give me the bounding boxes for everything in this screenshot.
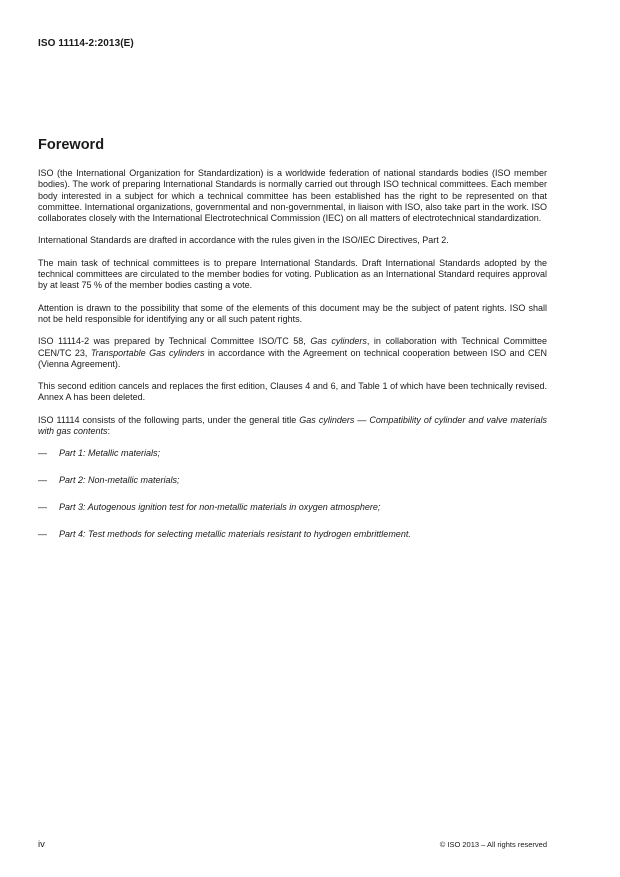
part-title: Part 2: Non-metallic materials;	[59, 475, 180, 486]
part-title: Part 4: Test methods for selecting metallic materials resistant to hydrogen embrittlement.	[59, 528, 411, 539]
parts-list	[38, 448, 547, 540]
list-dash: —	[38, 528, 47, 539]
prepared-by-text-a: ISO 11114-2 was prepared by Technical Committee ISO/TC 58,	[38, 336, 311, 347]
parts-general-title: Gas cylinders — Compatibility of cylinder and valve materials with gas contents	[38, 414, 547, 437]
document-id-header: ISO 11114-2:2013(E)	[38, 38, 134, 49]
foreword-body	[38, 168, 547, 556]
list-item	[38, 502, 547, 513]
list-dash: —	[38, 475, 47, 486]
page-title: Foreword	[38, 137, 105, 153]
paragraph-edition: This second edition cancels and replaces the first edition, Clauses 4 and 6, and Table 1 of which have been technically revised. Annex A has been deleted.	[38, 381, 547, 403]
paragraph-prepared-by	[38, 336, 547, 370]
paragraph-iso-intro: ISO (the International Organization for Standardization) is a worldwide federation of national standards bodies (ISO member bodies). The work of preparing International Standards is normally carried out through ISO technical committees. Each member body interested in a subject for which a technical committee has been established has the right to be represented on that committee. International organizations, governmental and non-governmental, in liaison with ISO, also take part in the work. ISO collaborates closely with the International Electrotechnical Commission (IEC) on all matters of electrotechnical standardization.	[38, 168, 547, 224]
paragraph-directives: International Standards are drafted in accordance with the rules given in the ISO/IEC Directives, Part 2.	[38, 235, 449, 246]
list-dash: —	[38, 448, 47, 459]
part-title: Part 1: Metallic materials;	[59, 448, 161, 459]
parts-intro-text-a: ISO 11114 consists of the following parts, under the general title	[38, 414, 300, 425]
paragraph-parts-intro	[38, 415, 547, 438]
list-dash: —	[38, 501, 47, 512]
list-item	[38, 475, 547, 486]
list-item	[38, 529, 547, 540]
copyright-notice: © ISO 2013 – All rights reserved	[439, 840, 547, 849]
prepared-by-text-e: in accordance with the Agreement on technical cooperation between ISO and CEN (Vienna Agreement).	[38, 347, 547, 369]
list-item	[38, 448, 547, 459]
parts-intro-text-c: :	[107, 426, 111, 437]
prepared-by-tc-title: Gas cylinders	[310, 336, 367, 347]
prepared-by-text-c: , in collaboration with Technical Committee CEN/TC 23,	[38, 336, 547, 358]
part-title: Part 3: Autogenous ignition test for non-metallic materials in oxygen atmosphere;	[59, 501, 381, 512]
page-number: iv	[38, 839, 45, 850]
prepared-by-cen-title: Transportable Gas cylinders	[90, 347, 205, 358]
paragraph-main-task: The main task of technical committees is to prepare International Standards. Draft International Standards adopted by the technical committees are circulated to the member bodies for voting. Publication as an International Standard requires approval by at least 75 % of the member bodies casting a vote.	[38, 257, 547, 291]
paragraph-patent-rights: Attention is drawn to the possibility that some of the elements of this document may be the subject of patent rights. ISO shall not be held responsible for identifying any or all such patent rights.	[38, 302, 547, 324]
